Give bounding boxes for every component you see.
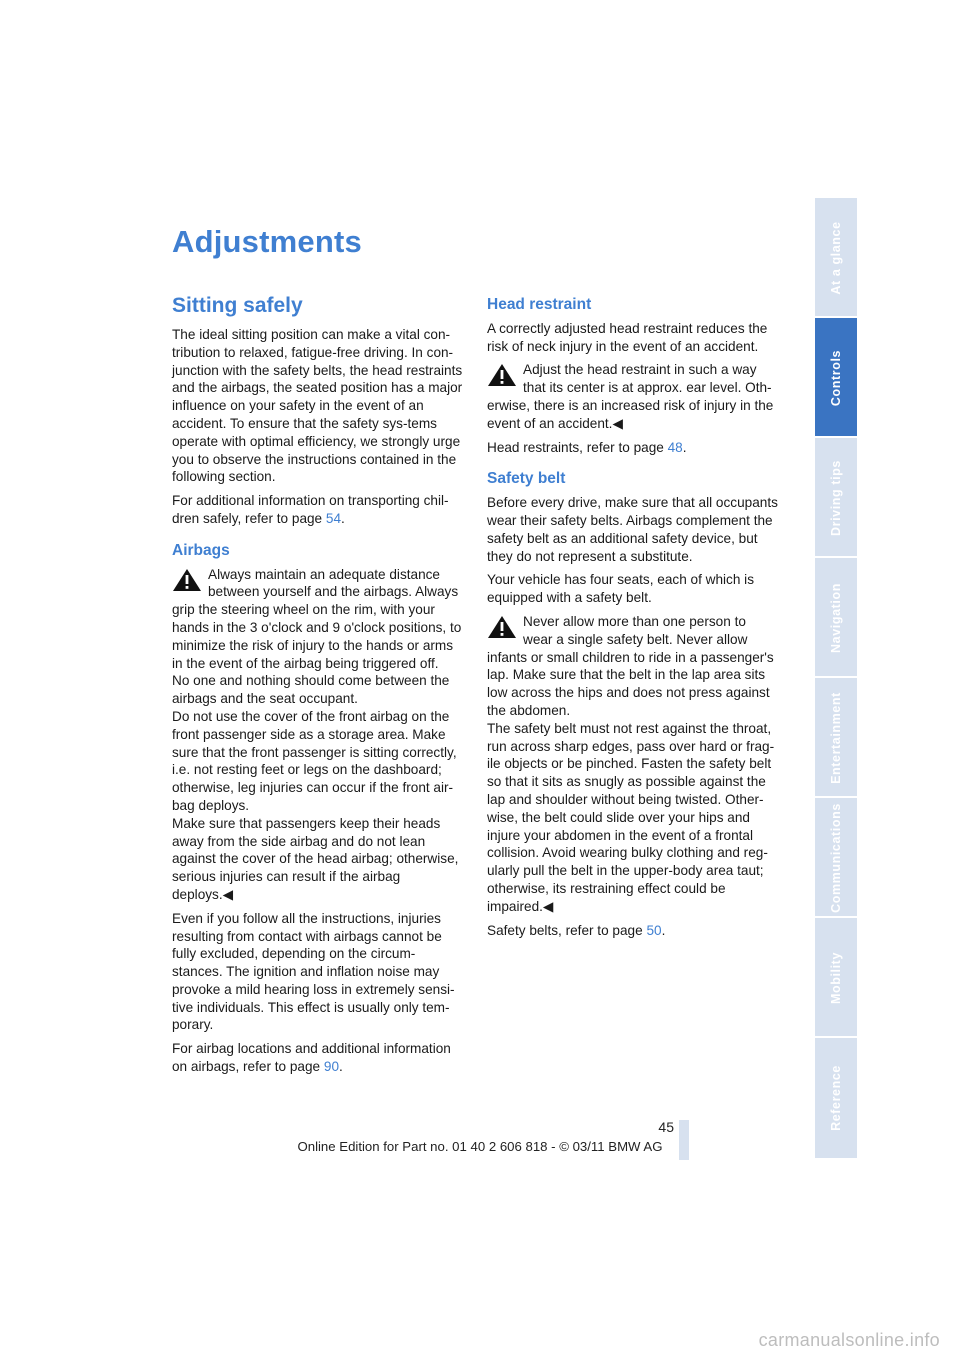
head-restraint-ref-text: Head restraints, refer to page [487,439,668,455]
warning-triangle-icon [172,568,202,592]
safety-belt-warning-2: The safety belt must not rest against the throat, run across sharp edges, pass over hard or frag-ile objects or be pinched. Fasten the safety belt so that it sits as snugly as possible against the lap and shoulder without being twisted. Other-wise, the belt could slide over your hips and injure your abdomen in the event of a frontal collision. Avoid wearing bulky clothing and reg-ularly pull the belt in the upper-body area taut; otherwise, its restraining effect could be impaired.◀ [487,720,775,914]
airbags-ref-text: For airbag locations and additional information on airbags, refer to page [172,1041,451,1075]
airbags-page-link[interactable]: 90 [323,1059,340,1075]
tab-mobility[interactable] [815,918,857,1038]
tab-driving-tips[interactable] [815,438,857,558]
tab-reference[interactable] [815,1038,857,1160]
transport-text: For additional information on transporting chil-dren safely, refer to page [172,493,449,526]
head-restraint-intro: A correctly adjusted head restraint reduces the risk of neck injury in the event of an accident. [487,320,768,354]
safety-belt-ref-text: Safety belts, refer to page [487,922,647,938]
tab-communications[interactable] [815,798,857,918]
chapter-sidebar [815,198,857,1160]
transport-page-link[interactable]: 54 [325,510,342,526]
tab-navigation[interactable] [815,558,857,678]
tab-label: Controls [829,349,843,407]
airbags-warning-1: Always maintain an adequate distance between yourself and the airbags. Always grip the steering wheel on the rim, with your hands in the 3 o'clock and 9 o'clock positions, to minimize the risk of injury to the hands or arms in the event of the airbag being triggered off. [172,566,462,671]
safety-belt-intro: Before every drive, make sure that all occupants wear their safety belts. Airbags complement the safety belt as an additional safety device, but they do not represent a substitute. [487,495,778,564]
airbags-warning-4: Make sure that passengers keep their heads away from the side airbag and do not lean against the cover of the head airbag; otherwise, serious injuries can result if the airbag deploys.◀ [172,815,459,902]
tab-label: Mobility [829,951,843,1005]
tab-label: Reference [829,1065,843,1131]
tab-entertainment[interactable] [815,678,857,798]
section-title-sitting-safely: Sitting safely [172,294,303,317]
transport-paragraph: For additional information on transporting chil-dren safely, refer to page 54. [172,493,449,526]
head-restraint-ref-paragraph: Head restraints, refer to page 48. [487,439,687,455]
page-number: 45 [658,1119,674,1135]
tab-label: Driving tips [829,460,843,536]
airbags-warning-2: No one and nothing should come between the airbags and the seat occupant. [172,673,450,707]
tab-label: Navigation [829,583,843,653]
airbags-warning [172,566,463,904]
tab-label: Communications [829,803,843,913]
safety-belt-warning-1: Never allow more than one person to wear a single safety belt. Never allow infants or small children to ride in a passenger's lap. Make sure that the belt in the lap area sits low across the hips and does not press against the abdomen. [487,613,774,718]
tab-label: Entertainment [829,692,843,784]
airbags-ref-paragraph: For airbag locations and additional information on airbags, refer to page 90. [172,1041,451,1075]
safety-belt-warning [487,613,779,916]
safety-belt-ref-paragraph: Safety belts, refer to page 50. [487,922,666,938]
airbags-paragraph: Even if you follow all the instructions, injuries resulting from contact with airbags cannot be fully excluded, depending on the circum-stances. The ignition and inflation noise may provoke a mild hearing loss in extremely sensi-tive individuals. This effect is usually only tem-porary. [172,910,455,1033]
tab-controls[interactable] [815,318,857,438]
warning-triangle-icon [487,615,517,639]
tab-at-a-glance[interactable] [815,198,857,318]
right-column [487,296,779,945]
head-restraint-warning [487,361,779,432]
airbags-heading: Airbags [172,541,230,559]
sitting-intro: The ideal sitting position can make a vital con-tribution to relaxed, fatigue-free driving. In con-junction with the safety belts, the head restraints and the airbags, the seated position has a major influence on your safety in the event of an accident. To ensure that the safety sys-tems operate with optimal efficiency, we strongly urge you to observe the instructions contained in the following section. [172,327,463,485]
head-restraint-warning-text: Adjust the head restraint in such a way that its center is at approx. ear level. Oth-erwise, there is an increased risk of injury in the event of an accident.◀ [487,362,774,431]
safety-belt-heading: Safety belt [487,470,566,488]
airbags-warning-3: Do not use the cover of the front airbag on the front passenger side as a storage area. Make sure that the front passenger is sitting correctly, i.e. not resting feet or legs on the dashboard; otherwise, leg injuries can occur if the front air-bag deploys. [172,708,457,813]
safety-belt-seats: Your vehicle has four seats, each of which is equipped with a safety belt. [487,572,754,606]
page-title: Adjustments [172,224,362,259]
left-column [172,326,463,1082]
tab-label: At a glance [829,221,843,295]
safety-belt-page-link[interactable]: 50 [646,922,662,938]
warning-triangle-icon [487,363,517,387]
footer-edition: Online Edition for Part no. 01 40 2 606 818 - © 03/11 BMW AG [297,1139,663,1154]
head-restraint-heading: Head restraint [487,296,592,313]
watermark: carmanualsonline.info [758,1330,940,1350]
head-restraint-page-link[interactable]: 48 [667,439,683,455]
